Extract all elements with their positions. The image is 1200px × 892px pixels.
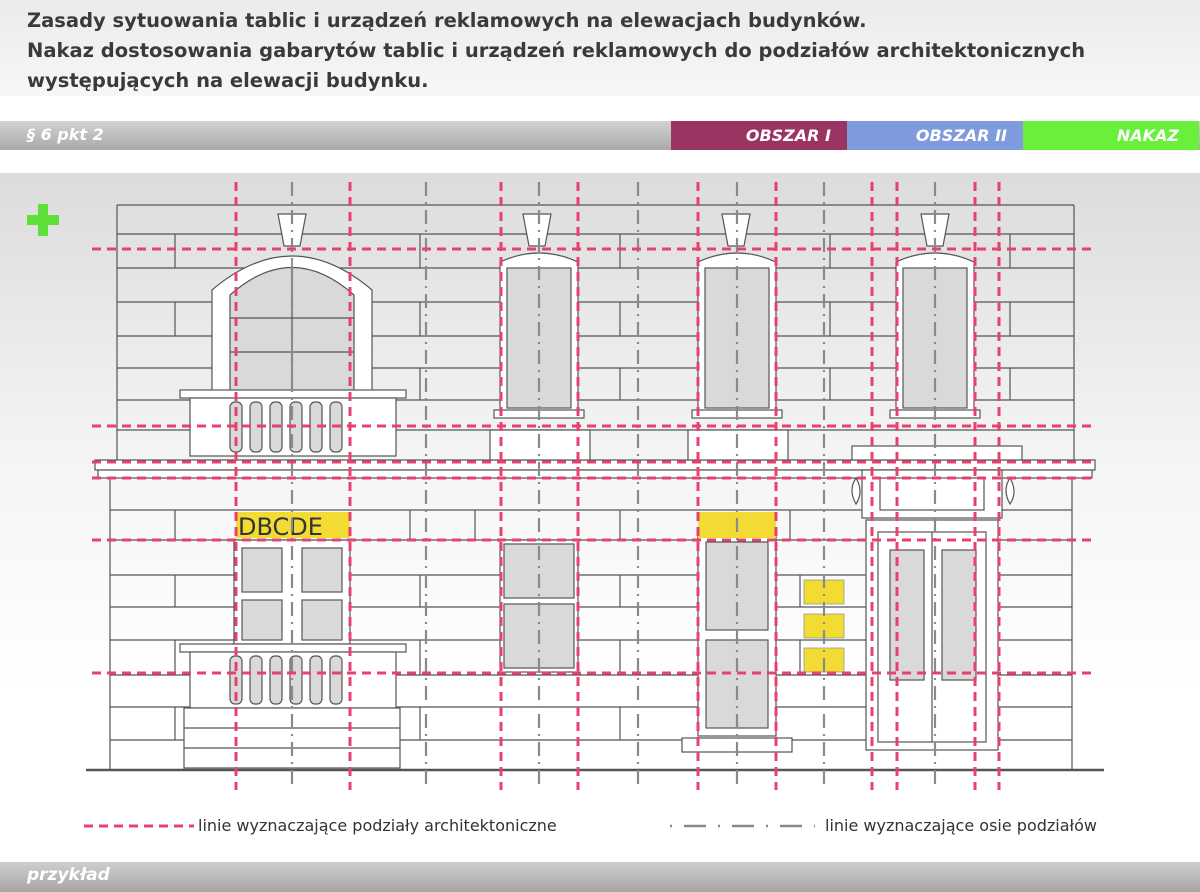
legend-division-label: linie wyznaczające podziały architektoniczne [198,816,557,835]
facade-figure [0,173,1200,863]
portal [852,446,1022,750]
header [0,0,1200,96]
legend-division-sample [84,816,194,836]
legend-axis-sample [670,816,815,836]
sign-text: DBCDE [238,513,323,541]
facade-drawing [0,173,1200,863]
ground-openings [180,536,792,768]
upper-windows [490,253,980,460]
title-line-3: występujących na elewacji budynku. [27,69,429,92]
tag-nakaz: NAKAZ [1023,121,1199,150]
section-label: § 6 pkt 2 [27,125,104,144]
legend-axis-label: linie wyznaczające osie podziałów [825,816,1097,835]
title-line-2: Nakaz dostosowania gabarytów tablic i urządzeń reklamowych do podziałów architektonicznych [27,39,1086,62]
plus-icon [27,204,59,236]
tag-obszar-1: OBSZAR I [671,121,847,150]
tag-obszar-2: OBSZAR II [847,121,1023,150]
title-line-1: Zasady sytuowania tablic i urządzeń reklamowych na elewacjach budynków. [27,9,867,32]
footer-label: przykład [27,865,110,885]
keystones [278,214,949,246]
section-bar [0,121,1200,150]
footer-bar [0,862,1200,892]
